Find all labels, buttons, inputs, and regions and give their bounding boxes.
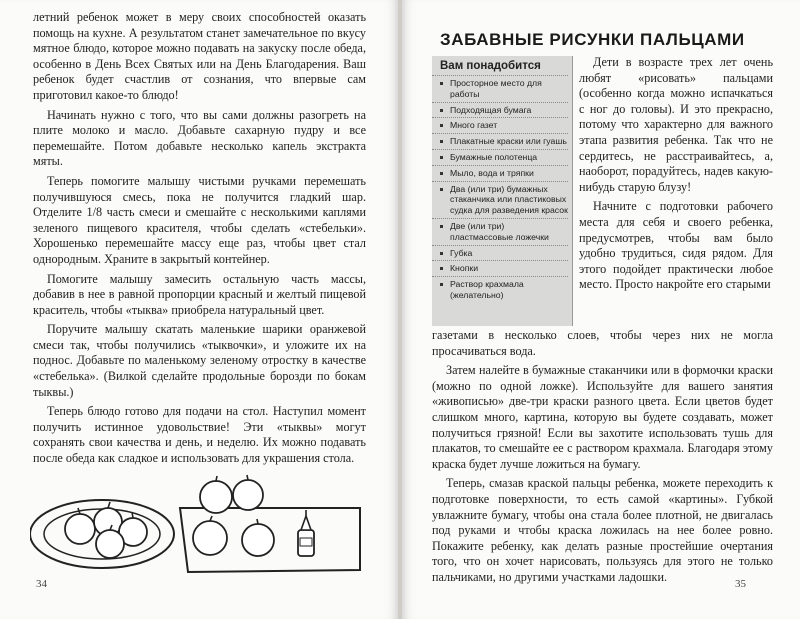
supply-item: Мыло, вода и тряпки <box>432 165 568 181</box>
supply-item: Бумажные полотенца <box>432 149 568 165</box>
paragraph: Затем налейте в бумажные стаканчики или в формочки краски (можно по одной ложке). Используйте для вашего занятия «живописью» две-три краски разного цвета. Если цветов будет слишком много, картина, которую вы будете создавать, может получиться грязной! Если вы захотите использовать тушь для плакатов, то смешайте ее с раствором крахмала. Благодаря этому краска будет лучше ложиться на бумагу. <box>432 363 773 471</box>
supply-item: Губка <box>432 245 568 261</box>
supply-item: Два (или три) бумажных стаканчика или пластиковых судка для разведения красок <box>432 181 568 218</box>
paragraph: газетами в несколько слоев, чтобы через них не могла просачиваться вода. <box>432 328 773 358</box>
paragraph: Дети в возрасте трех лет очень любят «рисовать» пальцами (особенно когда можно испачкаться с ног до головы). И это прекрасно, потому что характерно для важного этапа развития ребенка. Так что не сердитесь, не расстраивайтесь, а, наоборот, порадуйтесь, надев какую-нибудь старую блузу! <box>579 55 773 194</box>
right-page <box>402 0 800 619</box>
supply-item: Просторное место для работы <box>432 75 568 102</box>
paragraph: Начинать нужно с того, что вы сами должны разогреть на плите молоко и масло. Добавьте сахарную пудру и все перемешайте. Потом добавьте несколько капель экстракта мяты. <box>33 107 366 169</box>
paragraph: Помогите малышу замесить остальную часть массы, добавив в нее в равной пропорции красный и желтый пищевой краситель, чтобы «тыква» приобрела натуральный цвет. <box>33 271 366 317</box>
supply-item: Кнопки <box>432 260 568 276</box>
paragraph: Теперь, смазав краской пальцы ребенка, можете переходить к подготовке поверхности, то есть самой «картины». Губкой увлажните бумагу, чтобы она стала более плотной, не двигалась под руками и чтобы краска ложилась на нее более ровно. Покажите ребенку, как делать разные простейшие очертания того, что он хочет нарисовать, пользуясь для этого не только пальчиками, но другими участками ладошки. <box>432 476 773 584</box>
paragraph: Теперь блюдо готово для подачи на стол. Наступил момент получить истинное удовольствие! Эти «тыквы» могут сохранять свои качества и день, и неделю. Их можно подавать после обеда как сладкое и использовать для украшения стола. <box>33 404 366 466</box>
left-page-text <box>33 10 366 467</box>
supply-item: Подходящая бумага <box>432 102 568 118</box>
paragraph: Начните с подготовки рабочего места для себя и своего ребенка, предусмотрев, чтобы вам было удобно трудиться, сидя рядом. Для этого подойдет практически любое место. Просто накройте его старыми <box>579 199 773 292</box>
paragraph: Теперь помогите малышу чистыми ручками перемешать получившуюся смесь, пока не получится гладкий шар. Отделите 1/8 часть смеси и смешайте с несколькими каплями зеленого пищевого красителя, чтобы сделать «стебельки». Хорошенько перемешайте массу еще раз, чтобы цвет стал однородным. Храните в закрытый контейнер. <box>33 173 366 266</box>
right-column-text <box>579 55 773 293</box>
supplies-heading: Вам понадобится <box>440 60 541 72</box>
left-page <box>0 0 398 619</box>
chapter-title: ЗАБАВНЫЕ РИСУНКИ ПАЛЬЦАМИ <box>440 30 745 49</box>
page-number-right: 35 <box>735 578 746 590</box>
supplies-list <box>432 75 572 303</box>
supply-item: Плакатные краски или гуашь <box>432 133 568 149</box>
supply-item: Много газет <box>432 117 568 133</box>
pumpkins-plate-tray-illustration <box>30 472 370 582</box>
right-wide-text <box>432 328 773 586</box>
supplies-sidebar <box>432 56 573 326</box>
page-number-left: 34 <box>36 578 47 590</box>
supply-item: Раствор крахмала (желательно) <box>432 276 568 303</box>
paragraph: летний ребенок может в меру своих способностей оказать помощь на кухне. А результатом станет замечательное по вкусу мятное блюдо, которое можно подавать на закуску после обеда, особенно в День Всех Святых или на День Благодарения. Ваш ребенок будет счастлив от сознания, что впервые сам приготовил какое-то блюдо! <box>33 10 366 102</box>
paragraph: Поручите малышу скатать маленькие шарики оранжевой смеси так, чтобы получились «тыквочки», и уложите их на поднос. Добавьте по маленькому зеленому отростку в качестве «стебелька». (Вилкой сделайте продольные борозди по бокам тыквы.) <box>33 322 366 399</box>
supply-item: Две (или три) пластмассовые ложечки <box>432 218 568 245</box>
